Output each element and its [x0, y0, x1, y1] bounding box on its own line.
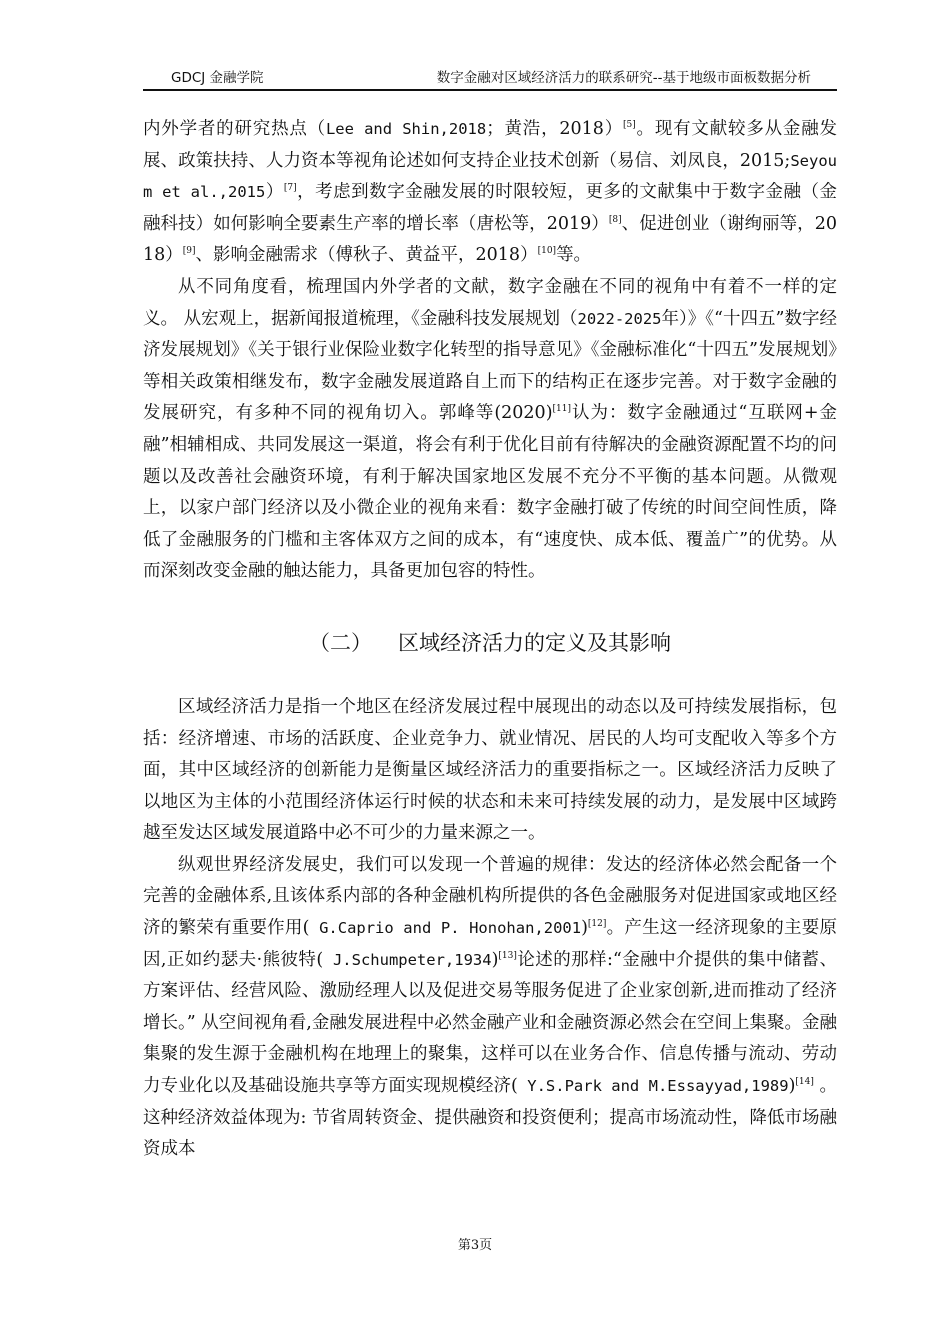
- header-institution: GDCJ 金融学院: [171, 70, 264, 86]
- header-divider: [143, 89, 837, 91]
- paragraph-literature-hotspots: 内外学者的研究热点（Lee and Shin,2018；黄浩，2018）[5]。现有文献较多从金融发展、政策扶持、人力资本等视角论述如何支持企业技术创新（易信、刘凤良，2015;Seyoum et al.,2015）[7]，考虑到数字金融发展的时限较短，更多的文献集中于数字金融（金融科技）如何影响全要素生产率的增长率（唐松等，2019）[8]、促进创业（谢绚丽等，2018）[9]、影响金融需求（傅秋子、黄益平，2018）[10]等。: [143, 119, 837, 266]
- citation-ref: [14]: [795, 1077, 814, 1088]
- citation-ref: [8]: [608, 214, 622, 225]
- citation-ref: [11]: [552, 404, 572, 415]
- citation-ref: [7]: [283, 183, 297, 194]
- section-number: （二）: [309, 630, 372, 655]
- citation-ref: [9]: [182, 246, 196, 257]
- header-paper-title: 数字金融对区域经济活力的联系研究--基于地级市面板数据分析: [436, 70, 811, 86]
- citation-ref: [12]: [587, 919, 607, 930]
- paragraph-digital-finance-definition: 从不同角度看，梳理国内外学者的文献，数字金融在不同的视角中有着不一样的定义。 从宏观上，据新闻报道梳理，《金融科技发展规划（2022-2025年）》《“十四五”数字经济发展规划》《关于银行业保险业数字化转型的指导意见》《金融标准化“十四五”发展规划》等相关政策相继发布，数字金融发展道路自上而下的结构正在逐步完善。对于数字金融的发展研究，有多种不同的视角切入。郭峰等(2020)[11]认为：数字金融通过“互联网+金融”相辅相成、共同发展这一渠道，将会有利于优化目前有待解决的金融资源配置不均的问题以及改善社会融资环境，有利于解决国家地区发展不充分不平衡的基本问题。从微观上，以家户部门经济以及小微企业的视角来看：数字金融打破了传统的时间空间性质，降低了金融服务的门槛和主客体双方之间的成本，有“速度快、成本低、覆盖广”的优势。从而深刻改变金融的触达能力，具备更加包容的特性。: [143, 276, 837, 582]
- citation-ref: [13]: [498, 950, 517, 961]
- paragraph-finance-and-growth: 纵观世界经济发展史，我们可以发现一个普遍的规律：发达的经济体必然会配备一个完善的金融体系,且该体系内部的各种金融机构所提供的各色金融服务对促进国家或地区经济的繁荣有重要作用( G.Caprio and P. Honohan,2001)[12]。产生这一经济现象的主要原因,正如约瑟夫·熊彼特( J.Schumpeter,1934)[13]论述的那样:“金融中介提供的集中储蓄、方案评估、经营风险、激励经理人以及促进交易等服务促进了企业家创新,进而推动了经济增长。” 从空间视角看,金融发展进程中必然金融产业和金融资源必然会在空间上集聚。金融集聚的发生源于金融机构在地理上的聚集，这样可以在业务合作、信息传播与流动、劳动力专业化以及基础设施共享等方面实现规模经济( Y.S.Park and M.Essayyad,1989)[14] 。这种经济效益体现为: 节省周转资金、提供融资和投资便利；提高市场流动性，降低市场融资成本: [143, 854, 838, 1160]
- page-number: 第3页: [457, 1238, 493, 1253]
- section-title: 区域经济活力的定义及其影响: [398, 630, 671, 655]
- citation-ref: [5]: [623, 120, 636, 130]
- page-header: [143, 66, 837, 88]
- citation-ref: [10]: [537, 246, 557, 257]
- paragraph-regional-vitality-definition: 区域经济活力是指一个地区在经济发展过程中展现出的动态以及可持续发展指标，包括：经济增速、市场的活跃度、企业竞争力、就业情况、居民的人均可支配收入等多个方面，其中区域经济的创新能力是衡量区域经济活力的重要指标之一。区域经济活力反映了以地区为主体的小范围经济体运行时候的状态和未来可持续发展的动力，是发展中区域跨越至发达区域发展道路中必不可少的力量来源之一。: [143, 696, 837, 844]
- section-heading: [143, 626, 837, 660]
- body-text: [143, 114, 837, 1166]
